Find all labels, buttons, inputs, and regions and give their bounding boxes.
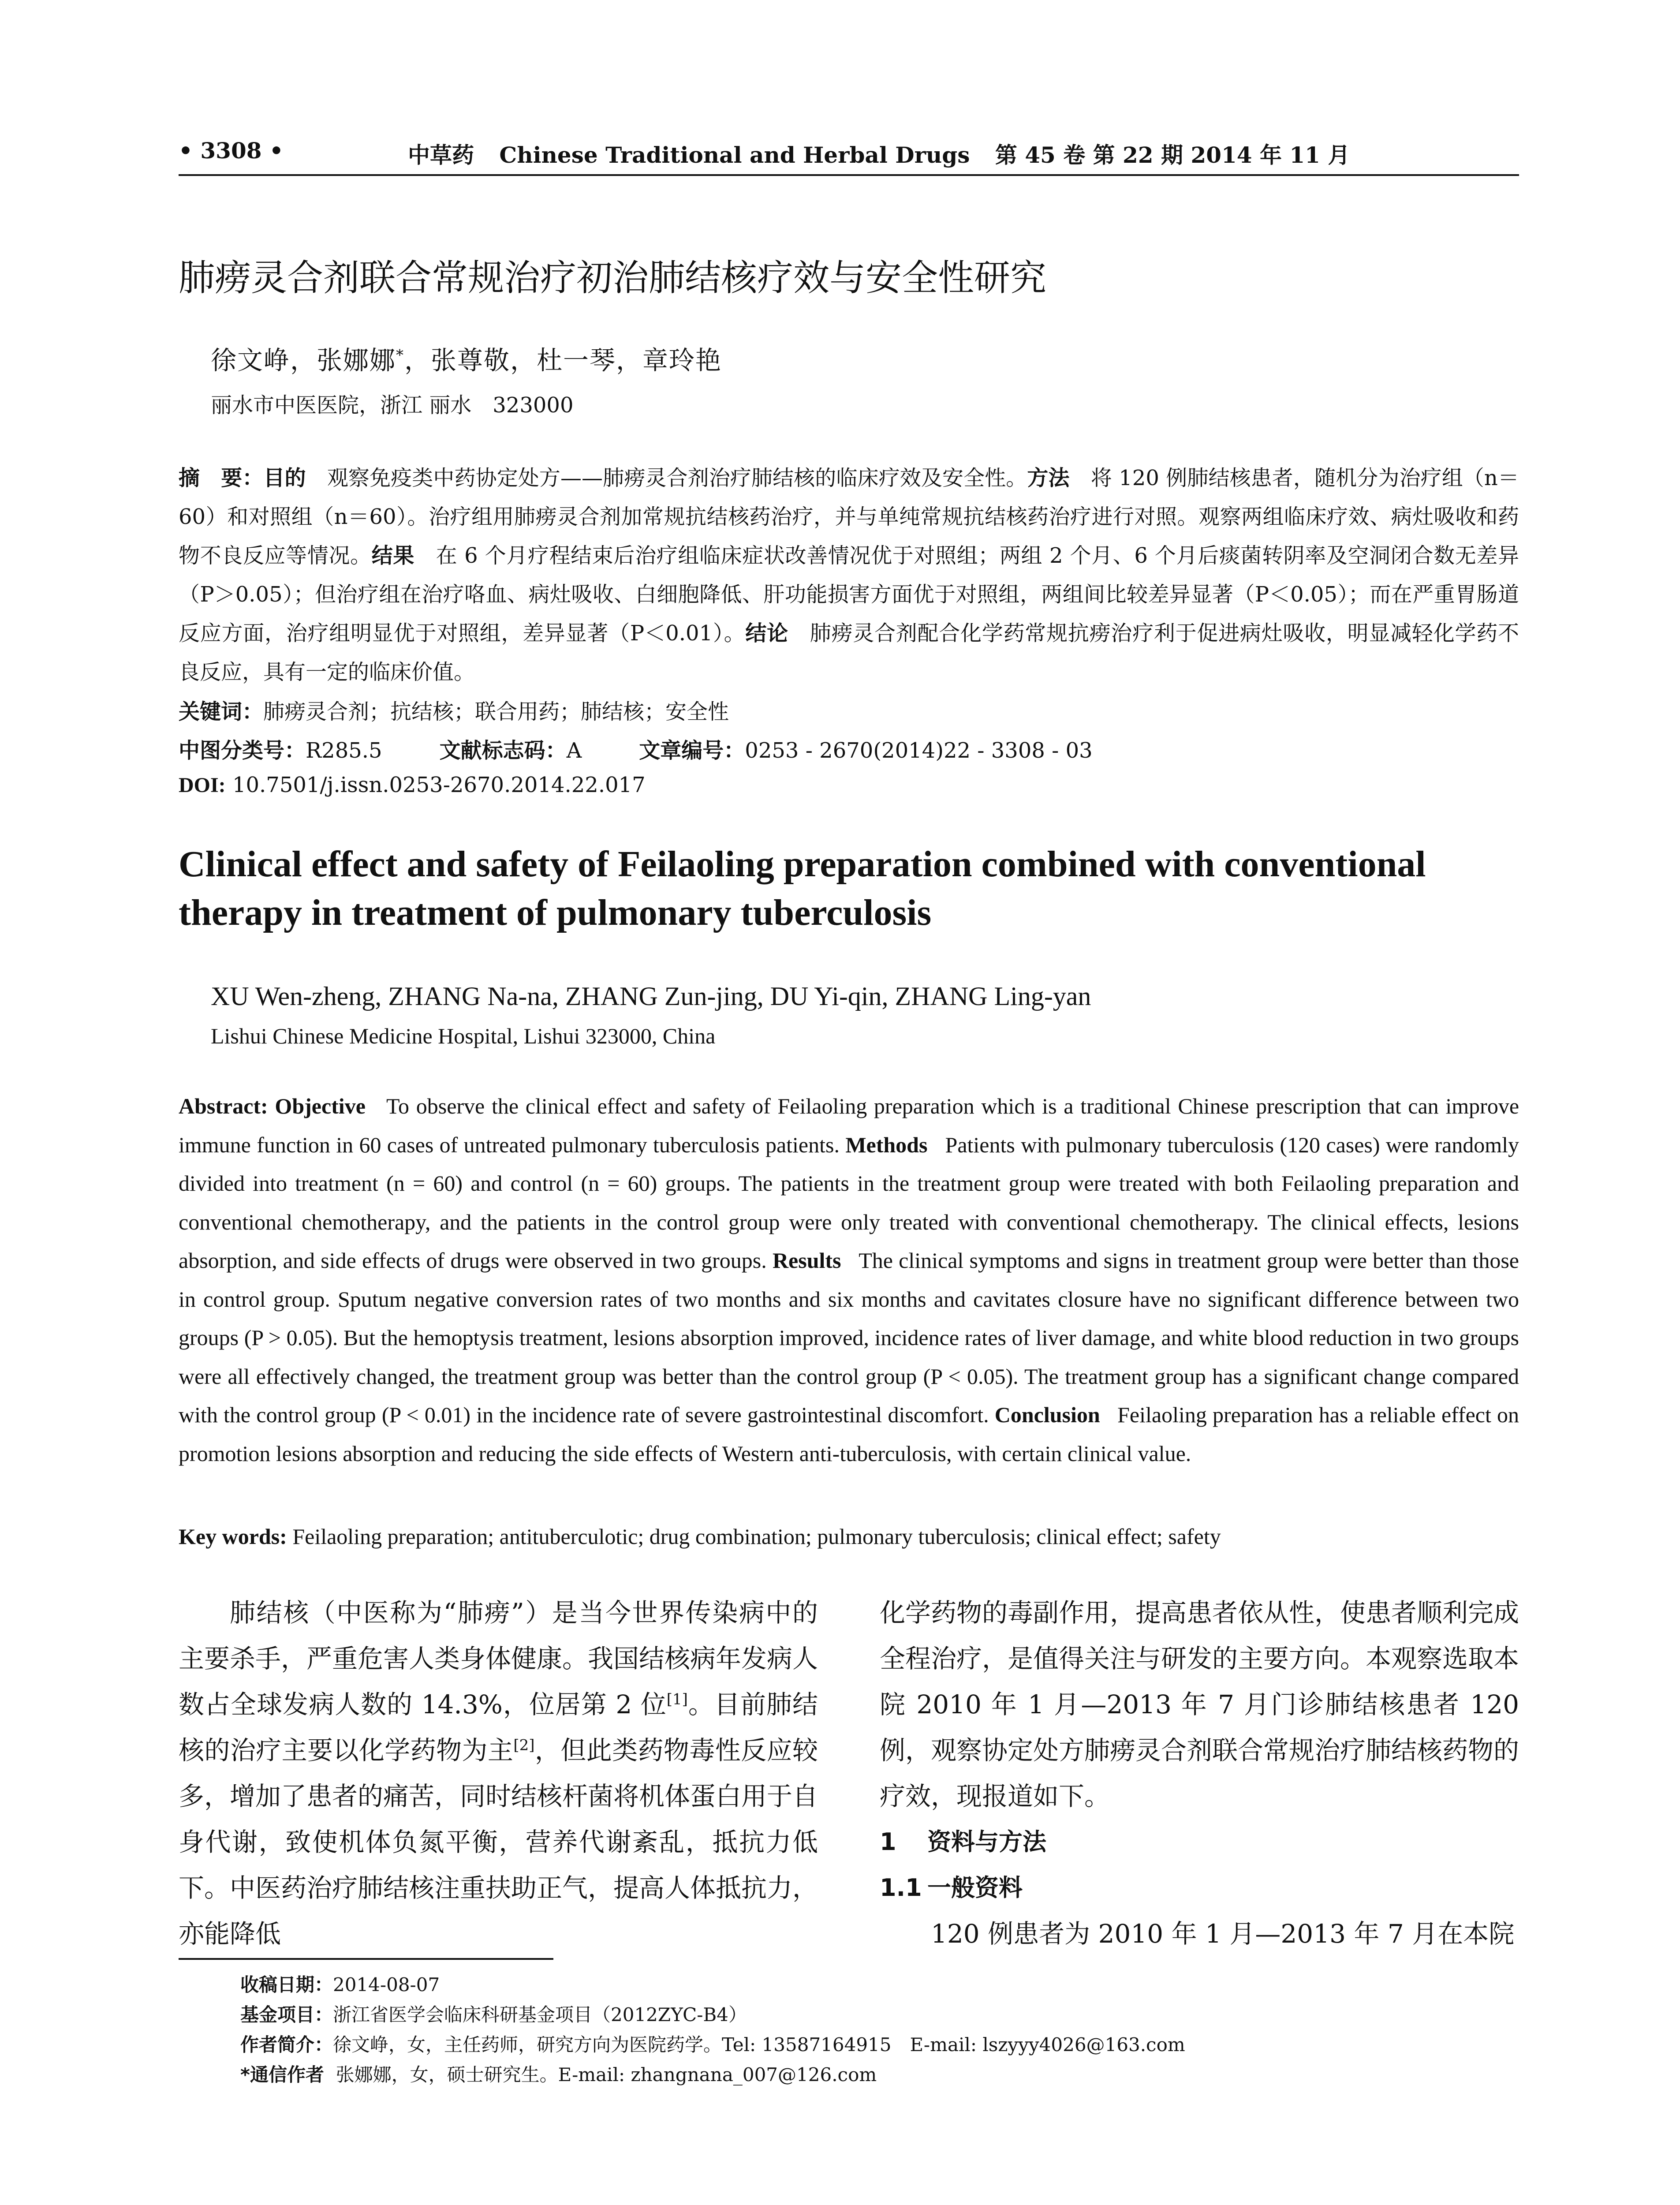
footnote-text: 张娜娜，女，硕士研究生。E-mail: zhangnana_007@126.com [336, 2064, 877, 2085]
doi-link[interactable]: 10.7501/j.issn.0253-2670.2014.22.017 [232, 773, 646, 797]
objective-en: To observe the clinical effect and safety of Feilaoling preparation which is a traditional Chinese prescription that can improve immune function in 60 cases of untreated pulmonary tuberculosis patients. [179, 1094, 1519, 1157]
authors-en: XU Wen-zheng, ZHANG Na-na, ZHANG Zun-jing, DU Yi-qin, ZHANG Ling-yan [211, 982, 1091, 1011]
keywords-en-label: Key words: [179, 1524, 287, 1549]
affiliation-en: Lishui Chinese Medicine Hospital, Lishui 323000, China [211, 1024, 716, 1048]
subsection-heading [880, 1865, 1519, 1911]
results-label-cn: 结果 [371, 543, 415, 568]
doi-label: DOI: [179, 774, 226, 797]
footnote-author [240, 2030, 1185, 2057]
corresponding-mark: * [396, 346, 405, 364]
clc-label: 中图分类号： [179, 738, 306, 763]
objective-label-cn: 目的 [263, 466, 306, 490]
article-no-label: 文章编号： [639, 738, 745, 763]
classification-line [179, 733, 1093, 764]
results-en: The clinical symptoms and signs in treatment group were better than those in control group. Sputum negative conversion rates of two months and six months and cavitates closure have no significant difference between two groups (P > 0.05). But the hemoptysis treatment, lesions absorption improved, incidence rates of liver damage, and white blood reduction in two groups were all effectively changed, the treatment group was better than the control group (P < 0.05). The treatment group has a significant change compared with the control group (P < 0.01) in the incidence rate of severe gastrointestinal discomfort. [179, 1248, 1519, 1427]
methods-cn: 将 120 例肺结核患者，随机分为治疗组（n＝60）和对照组（n＝60）。治疗组用肺痨灵合剂加常规抗结核药治疗，并与单纯常规抗结核药治疗进行对照。观察两组临床疗效、病灶吸收和药物不良反应等情况。 [179, 466, 1519, 568]
authors-cn-rest: ，张尊敬，杜一琴，章玲艳 [404, 345, 722, 375]
footnote-received [240, 1970, 440, 1997]
footnote-label: 基金项目： [240, 2004, 333, 2026]
objective-label-en: Objective [275, 1094, 366, 1118]
body-text: 。目前肺结核的治疗主要以化学药物为主 [179, 1689, 818, 1765]
body-paragraph [179, 1590, 818, 1957]
section-heading [880, 1819, 1519, 1865]
footnote-corresponding [240, 2060, 877, 2087]
conclusion-label-en: Conclusion [994, 1402, 1100, 1427]
body-paragraph: 化学药物的毒副作用，提高患者依从性，使患者顺利完成全程治疗，是值得关注与研发的主要方向。本观察选取本院 2010 年 1 月—2013 年 7 月门诊肺结核患者 120 例，观察协定处方肺痨灵合剂联合常规治疗肺结核药物的疗效，现报道如下。 [880, 1598, 1519, 1811]
section-title: 资料与方法 [927, 1828, 1046, 1856]
footnote-label: 收稿日期： [240, 1974, 333, 1996]
results-label-en: Results [772, 1248, 841, 1273]
authors-cn-first: 徐文峥，张娜娜 [211, 345, 396, 375]
keywords-cn-label: 关键词： [179, 699, 264, 724]
citation-link[interactable]: [1] [666, 1690, 688, 1708]
methods-en: Patients with pulmonary tuberculosis (120 cases) were randomly divided into treatment (n = 60) and control (n = 60) groups. The patients in the treatment group were treated with both Feilaoling preparation and conventional chemotherapy, and the patients in the control group were only treated with conventional chemotherapy. The clinical effects, lesions absorption, and side effects of drugs were observed in two groups. [179, 1132, 1519, 1273]
conclusion-cn: 肺痨灵合剂配合化学药常规抗痨治疗利于促进病灶吸收，明显减轻化学药不良反应，具有一定的临床价值。 [179, 621, 1519, 684]
clc-value: R285.5 [306, 738, 382, 763]
title-cn: 肺痨灵合剂联合常规治疗初治肺结核疗效与安全性研究 [179, 257, 1047, 299]
abstract-cn [179, 459, 1519, 691]
page-number: • 3308 • [179, 138, 284, 164]
subsection-title: 一般资料 [927, 1874, 1023, 1902]
keywords-en [179, 1524, 1221, 1549]
keywords-en-text: Feilaoling preparation; antituberculotic; drug combination; pulmonary tuberculosis; clinical effect; safety [292, 1524, 1221, 1549]
keywords-cn-text: 肺痨灵合剂；抗结核；联合用药；肺结核；安全性 [263, 699, 729, 724]
header-rule [179, 174, 1519, 176]
footnote-text: 2014-08-07 [333, 1974, 440, 1996]
doc-code-label: 文献标志码： [439, 738, 567, 763]
body-column-right [880, 1590, 1519, 1957]
journal-name [408, 138, 1350, 169]
footnote-text: 徐文峥，女，主任药师，研究方向为医院药学。Tel: 13587164915 E-mail: lszyyy4026@163.com [333, 2034, 1185, 2056]
footnote-rule [179, 1958, 553, 1960]
citation-link[interactable]: [2] [513, 1736, 535, 1754]
subsection-number: 1.1 [880, 1874, 922, 1902]
body-text: 肺结核（中医称为“肺痨”）是当今世界传染病中的主要杀手，严重危害人类身体健康。我国结核病年发病人数占全球发病人数的 14.3%，位居第 2 位 [179, 1598, 818, 1719]
abstract-cn-label: 摘 要： [179, 466, 264, 490]
article-no-value: 0253 - 2670(2014)22 - 3308 - 03 [745, 738, 1093, 763]
body-paragraph: 120 例患者为 2010 年 1 月—2013 年 7 月在本院 [931, 1919, 1515, 1949]
journal-name-cn: 中草药 [408, 142, 474, 168]
title-en: Clinical effect and safety of Feilaoling preparation combined with conventional therapy in treatment of pulmonary tuberculosis [179, 844, 1426, 933]
methods-label-en: Methods [845, 1132, 928, 1157]
footnote-fund [240, 2000, 747, 2027]
footnote-text: 浙江省医学会临床科研基金项目（2012ZYC-B4） [333, 2004, 747, 2026]
issue-info: 第 45 卷 第 22 期 2014 年 11 月 [995, 142, 1350, 168]
journal-name-en: Chinese Traditional and Herbal Drugs [499, 142, 970, 168]
objective-cn: 观察免疫类中药协定处方——肺痨灵合剂治疗肺结核的临床疗效及安全性。 [327, 466, 1027, 490]
conclusion-label-cn: 结论 [745, 621, 788, 646]
methods-label-cn: 方法 [1027, 466, 1070, 490]
keywords-cn [179, 695, 729, 725]
section-number: 1 [880, 1828, 896, 1856]
body-text: ，但此类药物毒性反应较多，增加了患者的痛苦，同时结核杆菌将机体蛋白用于自身代谢，致使机体负氮平衡，营养代谢紊乱，抵抗力低下。中医药治疗肺结核注重扶助正气，提高人体抵抗力，亦能降低 [179, 1735, 818, 1949]
footnote-label: *通信作者 [240, 2064, 324, 2085]
affiliation-cn: 丽水市中医医院，浙江 丽水 323000 [211, 393, 574, 418]
doc-code-value: A [566, 738, 582, 763]
authors-cn [211, 340, 722, 377]
footnote-label: 作者简介： [240, 2034, 333, 2056]
body-column-left [179, 1590, 818, 1957]
abstract-en-label: Abstract: [179, 1094, 268, 1118]
abstract-en [179, 1087, 1519, 1473]
doi-line [179, 773, 646, 797]
results-cn: 在 6 个月疗程结束后治疗组临床症状改善情况优于对照组；两组 2 个月、6 个月后痰菌转阴率及空洞闭合数无差异（P＞0.05）；但治疗组在治疗咯血、病灶吸收、白细胞降低、肝功能损害方面优于对照组，两组间比较差异显著（P＜0.05）；而在严重胃肠道反应方面，治疗组明显优于对照组，差异显著（P＜0.01）。 [179, 543, 1519, 646]
conclusion-en: Feilaoling preparation has a reliable effect on promotion lesions absorption and reducing the side effects of Western anti-tuberculosis, with certain clinical value. [179, 1402, 1519, 1466]
